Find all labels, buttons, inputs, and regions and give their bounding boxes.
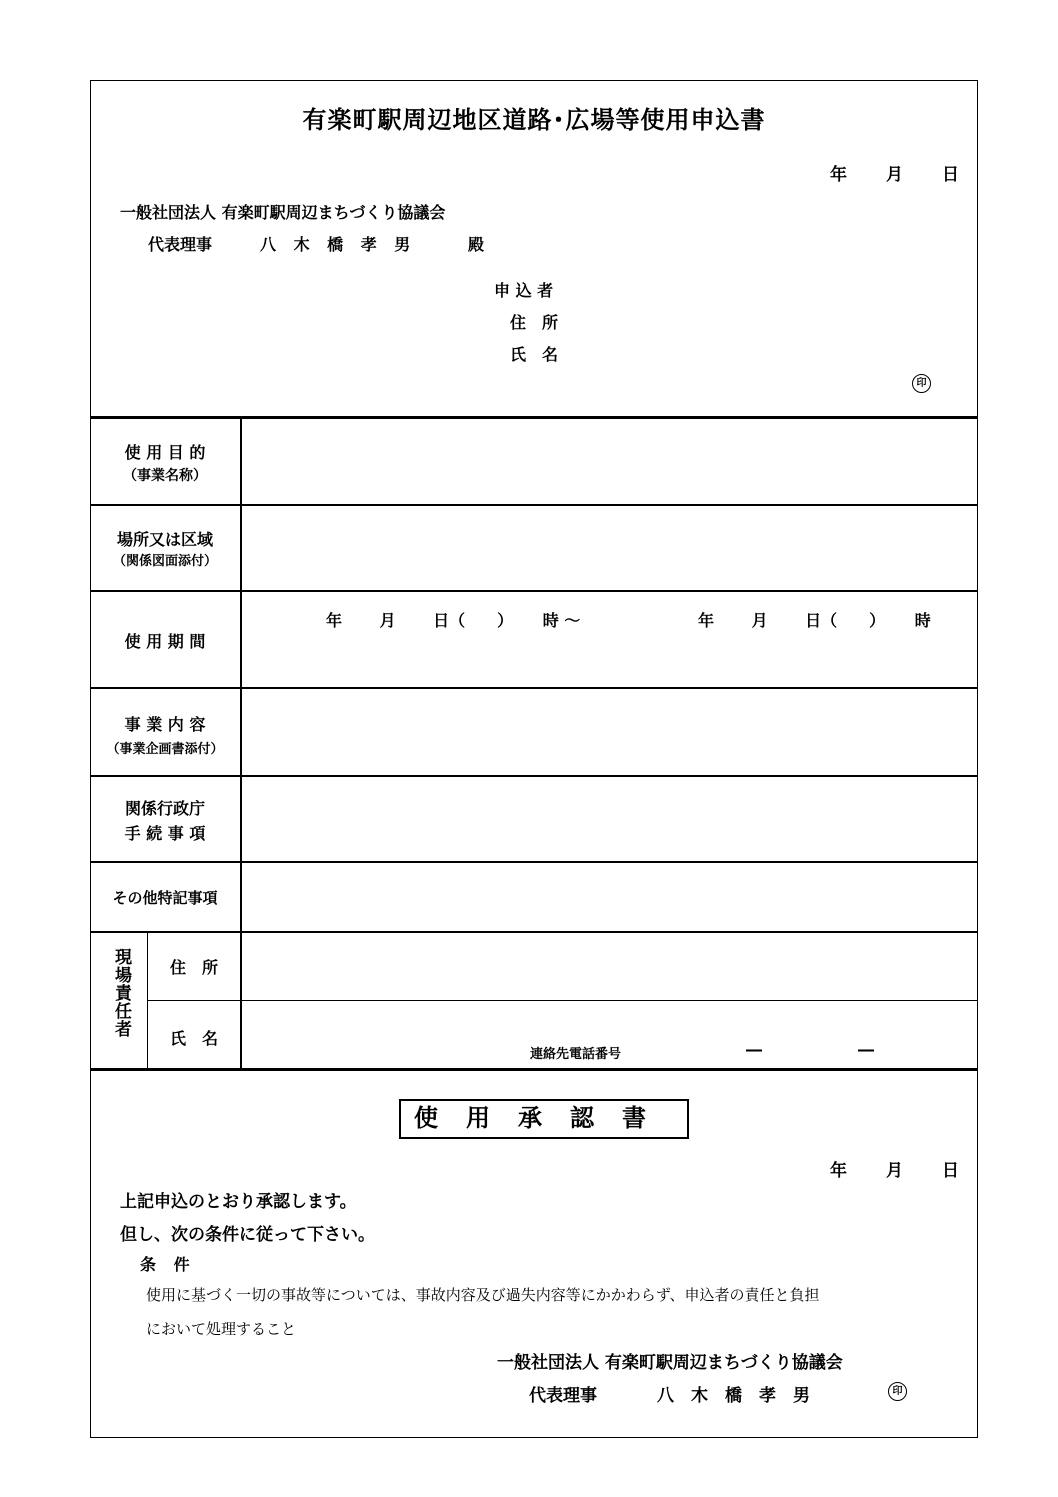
period-from[interactable]: 年 月 日（ ） 時 〜: [326, 611, 581, 630]
location-field[interactable]: [242, 506, 977, 590]
applicant-name-label: 氏 名: [510, 345, 559, 364]
location-label: 場所又は区域: [116, 530, 213, 549]
purpose-field[interactable]: [242, 418, 977, 504]
approval-org: 一般社団法人 有楽町駅周辺まちづくり協議会: [497, 1353, 843, 1373]
condition-line-1: 使用に基づく一切の事故等については、事故内容及び過失内容等にかかわらず、申込者の責任と負担: [146, 1286, 820, 1304]
seal-icon: 印: [912, 374, 931, 393]
date-day: 日: [942, 165, 959, 185]
phone-dash: ―: [746, 1040, 762, 1059]
gov-label-1: 関係行政庁: [124, 799, 205, 818]
site-manager-label: 現場責任者: [111, 948, 131, 1038]
location-sublabel: （関係図面添付）: [112, 554, 217, 569]
addressee-rep-name: 八 木 橋 孝 男: [260, 235, 417, 254]
phone-label: 連絡先電話番号: [530, 1047, 622, 1062]
condition-line-2: において処理すること: [146, 1320, 297, 1338]
applicant-address-label: 住 所: [510, 313, 559, 332]
approval-date-month: 月: [886, 1161, 903, 1181]
content-sublabel: （事業企画書添付）: [106, 742, 224, 757]
approval-line-2: 但し、次の条件に従って下さい。: [120, 1225, 375, 1245]
date-year: 年: [830, 165, 847, 185]
approval-rep-title: 代表理事: [529, 1386, 597, 1406]
addressee-honorific: 殿: [468, 235, 485, 254]
purpose-sublabel: （事業名称）: [123, 468, 207, 484]
site-address-label: 住 所: [169, 958, 218, 977]
approval-rep-name: 八 木 橋 孝 男: [657, 1386, 810, 1406]
site-address-field[interactable]: [242, 933, 977, 1000]
divider: [90, 1068, 978, 1071]
approval-date-year: 年: [830, 1161, 847, 1181]
gov-label-2: 手 続 事 項: [124, 824, 206, 843]
approval-date-day: 日: [942, 1161, 959, 1181]
gov-field[interactable]: [242, 777, 977, 861]
period-to[interactable]: 年 月 日（ ） 時: [698, 611, 931, 630]
phone-dash: ―: [858, 1040, 874, 1059]
applicant-label: 申 込 者: [494, 281, 554, 300]
purpose-label: 使 用 目 的: [124, 443, 206, 462]
site-name-label: 氏 名: [169, 1029, 218, 1048]
approval-line-1: 上記申込のとおり承認します。: [120, 1192, 357, 1212]
form-title: 有楽町駅周辺地区道路･広場等使用申込書: [302, 106, 766, 134]
other-label: その他特記事項: [112, 889, 218, 907]
divider: [90, 590, 978, 592]
content-field[interactable]: [242, 689, 977, 775]
approval-heading: 使用承認書: [399, 1099, 689, 1139]
date-month: 月: [886, 165, 903, 185]
seal-icon: 印: [888, 1382, 907, 1401]
condition-heading: 条 件: [140, 1255, 196, 1274]
addressee-rep-title: 代表理事: [148, 235, 213, 254]
other-field[interactable]: [242, 863, 977, 931]
addressee-org: 一般社団法人 有楽町駅周辺まちづくり協議会: [120, 203, 446, 222]
content-label: 事 業 内 容: [124, 715, 206, 734]
period-label: 使 用 期 間: [124, 632, 206, 651]
